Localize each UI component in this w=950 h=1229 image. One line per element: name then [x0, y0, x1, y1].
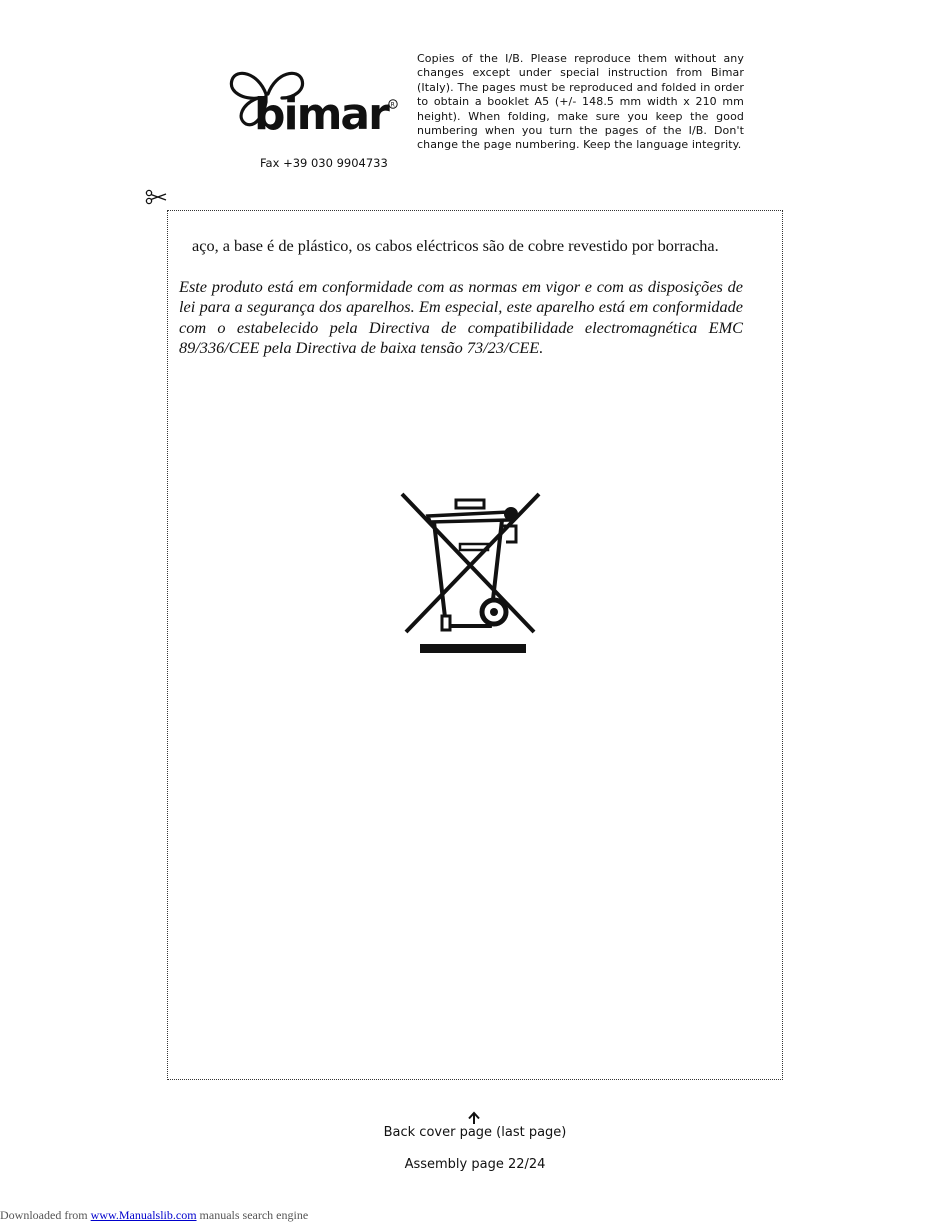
back-cover-label: Back cover page (last page): [383, 1125, 567, 1140]
bimar-logo: [228, 66, 400, 136]
manualslib-link[interactable]: www.Manualslib.com: [90, 1208, 197, 1222]
assembly-page-number: Assembly page 22/24: [404, 1157, 546, 1172]
weee-crossed-bin-icon: [398, 490, 543, 656]
materials-paragraph: aço, a base é de plástico, os cabos eléctricos são de cobre revestido por borracha.: [192, 236, 719, 255]
download-footer: [0, 1208, 308, 1223]
fax-number: Fax +39 030 9904733: [260, 156, 388, 170]
conformity-paragraph: Este produto está em conformidade com as normas em vigor e com as disposições de lei para a segurança dos aparelhos. Em especial, este aparelho está em conformidade com o estabelecido pela Directiva de compatibilidade electromagnética EMC 89/336/CEE pela Directiva de baixa tensão 73/23/CEE.: [179, 277, 743, 357]
svg-text:R: R: [390, 101, 395, 109]
download-suffix: manuals search engine: [196, 1208, 309, 1222]
svg-text:bimar: bimar: [254, 89, 388, 136]
download-prefix: Downloaded from: [0, 1208, 91, 1222]
scissors-icon: [145, 188, 167, 206]
copy-instructions: Copies of the I/B. Please reproduce them without any changes except under special instruction from Bimar (Italy). The pages must be reproduced and folded in order to obtain a booklet A5 (+/- 148.5 mm width x 210 mm height). When folding, make sure you keep the good numbering when you turn the pages of the I/B. Don't change the page numbering. Keep the language integrity.: [417, 52, 744, 152]
arrow-up-icon: [467, 1111, 481, 1125]
